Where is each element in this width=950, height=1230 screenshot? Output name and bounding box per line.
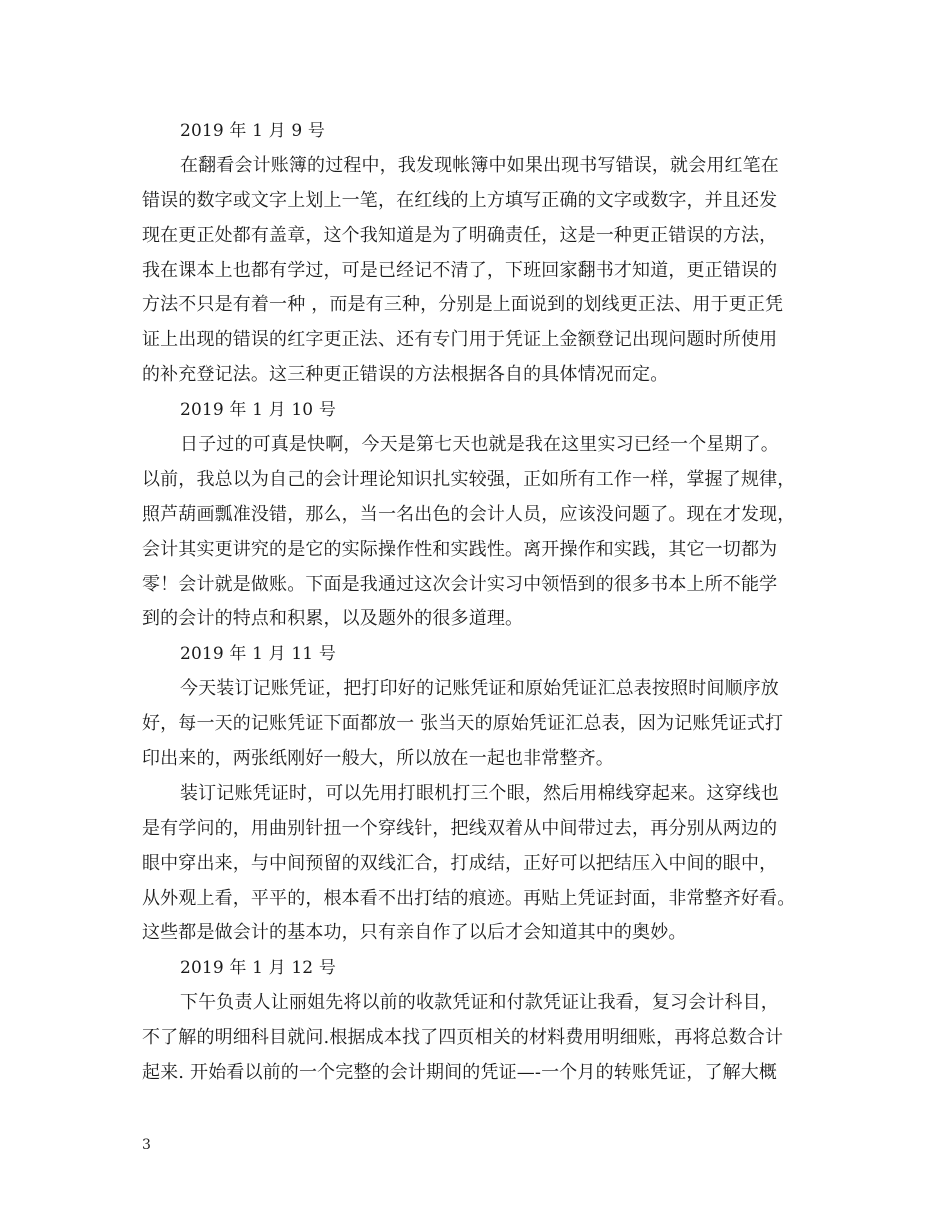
diary-date-heading: 2019 年 1 月 11 号 xyxy=(180,644,336,665)
paragraph-line: 不了解的明细科目就问.根据成本找了四页相关的材料费用明细账，再将总数合计 xyxy=(142,1027,784,1049)
diary-date-heading: 2019 年 1 月 9 号 xyxy=(180,121,326,141)
paragraph-line: 证上出现的错误的红字更正法、还有专门用于凭证上金额登记出现问题时所使用 xyxy=(142,329,778,351)
paragraph-line: 下午负责人让丽姐先将以前的收款凭证和付款凭证让我看，复习会计科目， xyxy=(180,992,779,1014)
page-number: 3 xyxy=(142,1137,151,1153)
paragraph-line: 装订记账凭证时，可以先用打眼机打三个眼，然后用棉线穿起来。这穿线也 xyxy=(180,782,779,804)
paragraph-line: 这些都是做会计的基本功，只有亲自作了以后才会知道其中的奥妙。 xyxy=(142,922,687,944)
paragraph-line: 从外观上看，平平的，根本看不出打结的痕迹。再贴上凭证封面，非常整齐好看。 xyxy=(142,887,796,909)
paragraph-line: 日子过的可真是快啊，今天是第七天也就是我在这里实习已经一个星期了。 xyxy=(180,434,779,456)
document-body xyxy=(142,114,814,1091)
paragraph-line: 零！会计就是做账。下面是我通过这次会计实习中领悟到的很多书本上所不能学 xyxy=(142,573,778,595)
paragraph-line: 到的会计的特点和积累，以及题外的很多道理。 xyxy=(142,608,524,630)
paragraph-line: 照芦葫画瓢准没错，那么，当一名出色的会计人员，应该没问题了。现在才发现， xyxy=(142,503,796,525)
paragraph-line: 是有学问的，用曲别针扭一个穿线针，把线双着从中间带过去，再分别从两边的 xyxy=(142,817,778,839)
paragraph-line: 今天装订记账凭证，把打印好的记账凭证和原始凭证汇总表按照时间顺序放 xyxy=(180,678,779,700)
paragraph-line: 以前，我总以为自己的会计理论知识扎实较强，正如所有工作一样，掌握了规律， xyxy=(142,468,796,490)
paragraph-line: 会计其实更讲究的是它的实际操作性和实践性。离开操作和实践，其它一切都为 xyxy=(142,538,778,560)
diary-date-heading: 2019 年 1 月 12 号 xyxy=(180,958,336,979)
paragraph-line: 我在课本上也都有学过，可是已经记不清了，下班回家翻书才知道，更正错误的 xyxy=(142,259,778,281)
paragraph-line: 错误的数字或文字上划上一笔，在红线的上方填写正确的文字或数字，并且还发 xyxy=(142,189,778,211)
paragraph-line: 方法不只是有着一种 ，而是有三种，分别是上面说到的划线更正法、用于更正凭 xyxy=(142,294,784,316)
paragraph-line: 好，每一天的记账凭证下面都放一 张当天的原始凭证汇总表，因为记账凭证式打 xyxy=(142,713,784,735)
paragraph-line: 起来. 开始看以前的一个完整的会计期间的凭证—-一个月的转账凭证，了解大概 xyxy=(142,1062,778,1084)
diary-date-heading: 2019 年 1 月 10 号 xyxy=(180,400,336,421)
paragraph-line: 现在更正处都有盖章，这个我知道是为了明确责任，这是一种更正错误的方法， xyxy=(142,224,778,246)
paragraph-line: 印出来的，两张纸刚好一般大，所以放在一起也非常整齐。 xyxy=(142,748,614,770)
paragraph-line: 在翻看会计账簿的过程中，我发现帐簿中如果出现书写错误，就会用红笔在 xyxy=(180,154,779,176)
paragraph-line: 眼中穿出来，与中间预留的双线汇合，打成结，正好可以把结压入中间的眼中， xyxy=(142,852,778,874)
paragraph-line: 的补充登记法。这三种更正错误的方法根据各自的具体情况而定。 xyxy=(142,364,669,386)
